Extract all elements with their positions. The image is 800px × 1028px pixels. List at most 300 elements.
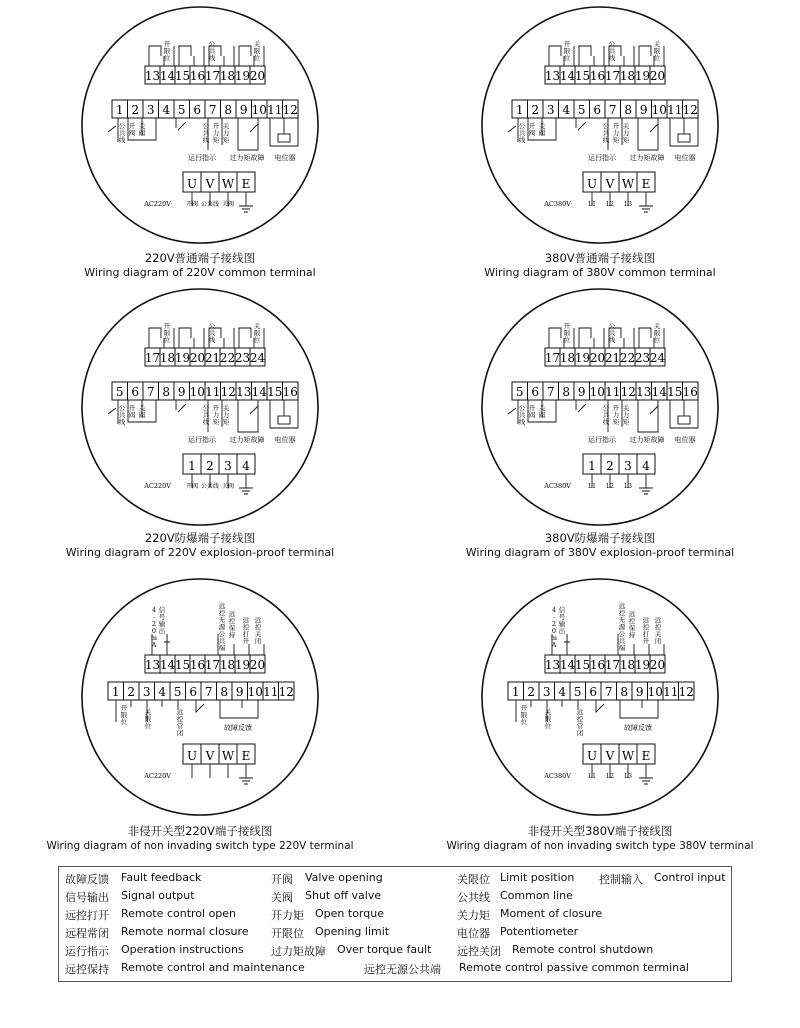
- potentiometer-symbol: [278, 134, 290, 142]
- bottom-terminal-number: 11: [605, 385, 621, 399]
- legend-en: Over torque fault: [337, 943, 432, 956]
- top-terminal-number: 13: [144, 69, 161, 83]
- bottom-terminal-number: 3: [542, 685, 551, 699]
- bottom-terminal-number: 7: [546, 385, 555, 399]
- legend-cn: 远控关闭: [457, 945, 501, 958]
- remote-label: 远控关闭: [654, 616, 662, 645]
- wiring-label: 开力矩: [612, 404, 620, 426]
- enclosure-circle: [482, 7, 718, 243]
- top-terminal-number: 19: [634, 69, 651, 83]
- top-terminal-number: 24: [249, 351, 266, 365]
- power-terminal-number: V: [605, 749, 615, 763]
- legend-table: [58, 866, 732, 982]
- power-terminal-number: 2: [206, 459, 214, 473]
- limit-switch-line: [549, 46, 574, 66]
- wiring-label: 公共线: [518, 404, 526, 426]
- bottom-terminal-number: 5: [573, 685, 582, 699]
- power-terminal-number: 3: [224, 459, 232, 473]
- wiring-label: 开阀: [128, 122, 136, 137]
- wiring-label: 关限位: [144, 708, 152, 730]
- top-terminal-number: 15: [574, 658, 591, 672]
- caption-en-380v-non-invading: Wiring diagram of non invading switch type 380V terminal: [446, 840, 754, 852]
- legend-en: Remote control open: [121, 907, 237, 920]
- top-terminal-number: 15: [174, 658, 191, 672]
- top-terminal-number: 18: [159, 351, 176, 365]
- bottom-terminal-number: 9: [235, 685, 244, 699]
- legend-en: Signal output: [121, 889, 195, 902]
- wiring-label: 开阀: [528, 404, 536, 419]
- wiring-label: 关力矩: [622, 122, 630, 144]
- wiring-label: 公共线: [118, 122, 126, 144]
- top-terminal-number: 17: [604, 69, 621, 83]
- bottom-terminal-number: 5: [515, 385, 524, 399]
- wiring-label: 公共线: [118, 404, 126, 426]
- legend-cn: 故障反馈: [65, 873, 109, 886]
- caption-cn-220v-explosion-proof: 220V防爆端子接线图: [144, 531, 256, 545]
- wiring-label: 公共线: [602, 404, 610, 426]
- legend-en: Moment of closure: [500, 907, 603, 920]
- power-label: L1: [588, 483, 596, 490]
- top-terminal-number: 15: [574, 69, 591, 83]
- power-label: L2: [606, 483, 614, 490]
- legend-cn: 关阀: [271, 891, 293, 904]
- indicator-label: 电位器: [274, 436, 296, 444]
- legend-cn: 信号输出: [65, 891, 109, 904]
- bottom-terminal-number: 6: [593, 103, 602, 117]
- bottom-terminal-number: 6: [193, 103, 202, 117]
- bottom-terminal-number: 12: [682, 103, 698, 117]
- power-terminal-number: 1: [188, 459, 196, 473]
- limit-switch-line: [149, 46, 174, 66]
- power-terminal-number: E: [641, 177, 651, 191]
- bottom-terminal-number: 7: [208, 103, 217, 117]
- bottom-terminal-number: 5: [115, 385, 124, 399]
- top-switch-label: 开限位: [163, 40, 171, 62]
- power-terminal-number: W: [221, 749, 235, 763]
- top-terminal-number: 17: [204, 658, 221, 672]
- signal-label: 信号输出: [158, 606, 166, 635]
- top-terminal-number: 22: [619, 351, 636, 365]
- power-label: AC380V: [544, 200, 571, 208]
- bottom-terminal-number: 1: [115, 103, 124, 117]
- wiring-diagram-220v-common: [0, 0, 400, 250]
- signal-label: 4 -2 0 m A: [550, 606, 558, 649]
- top-terminal-number: 19: [574, 351, 591, 365]
- wiring-label: 公共线: [202, 122, 210, 144]
- legend-cn: 电位器: [457, 927, 490, 940]
- wiring-label: 关阀: [538, 122, 546, 137]
- limit-switch-line: [549, 328, 574, 348]
- bottom-terminal-number: 2: [531, 103, 540, 117]
- remote-label: 远控无源公共端: [618, 602, 626, 652]
- caption-cn-380v-explosion-proof: 380V防爆端子接线图: [544, 531, 656, 545]
- top-terminal-number: 17: [604, 658, 621, 672]
- legend-cn: 过力矩故障: [271, 945, 326, 958]
- legend-en: Shut off valve: [305, 889, 382, 902]
- bottom-terminal-number: 10: [651, 103, 667, 117]
- top-terminal-number: 20: [189, 351, 206, 365]
- power-terminal-number: U: [186, 749, 198, 763]
- wiring-diagram-380v-common: [400, 0, 800, 250]
- bottom-terminal-number: 11: [267, 103, 283, 117]
- wiring-label: 开力矩: [212, 404, 220, 426]
- power-label: 关阀: [221, 483, 235, 490]
- bottom-terminal-number: 8: [624, 103, 633, 117]
- remote-label: 远控打开: [242, 616, 250, 645]
- power-label: AC220V: [144, 200, 171, 208]
- power-terminal-number: U: [186, 177, 198, 191]
- limit-switch-line: [639, 46, 664, 66]
- legend-cn: 关力矩: [457, 909, 490, 922]
- bottom-terminal-number: 4: [162, 103, 171, 117]
- top-terminal-number: 14: [559, 658, 576, 672]
- indicator-label: 过力矩故障: [229, 436, 265, 444]
- bottom-terminal-number: 10: [589, 385, 605, 399]
- bottom-terminal-number: 4: [562, 103, 571, 117]
- bottom-terminal-number: 5: [577, 103, 586, 117]
- top-terminal-number: 19: [234, 69, 251, 83]
- enclosure-circle: [482, 289, 718, 525]
- caption-en-380v-common: Wiring diagram of 380V common terminal: [484, 266, 716, 279]
- power-terminal-number: W: [621, 177, 635, 191]
- signal-label: 信号输出: [558, 606, 566, 635]
- top-switch-label: 公共线: [608, 322, 616, 344]
- limit-switch-line: [639, 328, 664, 348]
- legend-cn: 开阀: [271, 873, 293, 886]
- legend-en: Control input: [654, 871, 726, 884]
- legend-en: Operation instructions: [121, 943, 244, 956]
- indicator-label: 运行指示: [188, 154, 216, 162]
- wiring-label: 开限位: [520, 704, 528, 726]
- top-terminal-number: 19: [634, 658, 651, 672]
- power-terminal-number: 4: [242, 459, 250, 473]
- top-terminal-number: 18: [219, 658, 236, 672]
- bottom-terminal-number: 2: [527, 685, 536, 699]
- power-terminal-number: E: [641, 749, 651, 763]
- top-terminal-number: 20: [249, 69, 266, 83]
- power-terminal-number: E: [241, 177, 251, 191]
- bottom-terminal-number: 6: [189, 685, 198, 699]
- top-switch-label: 关限位: [253, 322, 261, 344]
- top-terminal-number: 19: [174, 351, 191, 365]
- top-switch-label: 关限位: [653, 40, 661, 62]
- wiring-label: 开阀: [528, 122, 536, 137]
- limit-switch-line: [579, 46, 604, 66]
- bottom-terminal-number: 7: [604, 685, 613, 699]
- bottom-terminal-number: 3: [546, 103, 555, 117]
- top-terminal-number: 14: [159, 658, 176, 672]
- indicator-label: 过力矩故障: [229, 154, 265, 162]
- legend-en: Opening limit: [315, 925, 390, 938]
- power-terminal-number: U: [586, 177, 598, 191]
- power-label: AC220V: [144, 772, 171, 780]
- wiring-label: 公共线: [518, 122, 526, 144]
- bottom-terminal-number: 8: [224, 103, 233, 117]
- top-terminal-number: 18: [619, 69, 636, 83]
- bottom-terminal-number: 14: [651, 385, 667, 399]
- top-terminal-number: 24: [649, 351, 666, 365]
- wiring-label: 远控常闭: [576, 708, 584, 737]
- top-terminal-number: 17: [144, 351, 161, 365]
- bottom-terminal-number: 10: [647, 685, 663, 699]
- legend-cn: 远控无源公共端: [364, 963, 441, 976]
- wiring-diagram-220v-explosion-proof: [0, 282, 400, 532]
- caption-cn-220v-non-invading: 非侵开关型220V端子接线图: [127, 824, 273, 838]
- top-terminal-number: 21: [204, 351, 221, 365]
- power-terminal-number: E: [241, 749, 251, 763]
- power-label: L3: [624, 773, 632, 780]
- top-terminal-number: 14: [159, 69, 176, 83]
- top-terminal-number: 20: [649, 69, 666, 83]
- wiring-label: 关阀: [538, 404, 546, 419]
- legend-cn: 控制输入: [599, 873, 643, 886]
- top-terminal-number: 16: [589, 658, 606, 672]
- top-terminal-number: 22: [219, 351, 236, 365]
- bottom-terminal-number: 11: [667, 103, 683, 117]
- bottom-terminal-number: 6: [531, 385, 540, 399]
- top-terminal-number: 18: [219, 69, 236, 83]
- caption-en-220v-common: Wiring diagram of 220V common terminal: [84, 266, 316, 279]
- caption-en-220v-non-invading: Wiring diagram of non invading switch type 220V terminal: [46, 840, 354, 852]
- bottom-terminal-number: 15: [267, 385, 283, 399]
- remote-label: 远控保持: [228, 610, 236, 639]
- power-label: L2: [606, 201, 614, 208]
- caption-en-220v-explosion-proof: Wiring diagram of 220V explosion-proof terminal: [65, 546, 335, 559]
- bottom-terminal-number: 10: [189, 385, 205, 399]
- bottom-terminal-number: 12: [678, 685, 694, 699]
- wiring-label: 开阀: [128, 404, 136, 419]
- bottom-terminal-number: 1: [515, 103, 524, 117]
- power-terminal-number: W: [621, 749, 635, 763]
- bottom-terminal-number: 2: [131, 103, 140, 117]
- top-terminal-number: 20: [649, 658, 666, 672]
- legend-en: Valve opening: [305, 871, 383, 884]
- wiring-label: 关力矩: [622, 404, 630, 426]
- legend-cn: 开限位: [271, 927, 304, 940]
- top-switch-label: 开限位: [163, 322, 171, 344]
- signal-label: 4 -2 0 m A: [150, 606, 158, 649]
- top-terminal-number: 14: [559, 69, 576, 83]
- legend-cn: 公共线: [457, 891, 490, 904]
- power-terminal-number: 1: [588, 459, 596, 473]
- caption-cn-220v-common: 220V普通端子接线图: [144, 251, 256, 265]
- bottom-terminal-number: 7: [204, 685, 213, 699]
- top-terminal-number: 13: [544, 658, 561, 672]
- bottom-terminal-number: 9: [639, 103, 648, 117]
- remote-label: 远控打开: [642, 616, 650, 645]
- top-switch-label: 开限位: [563, 40, 571, 62]
- wiring-label: 关限位: [544, 708, 552, 730]
- indicator-label: 运行指示: [588, 154, 616, 162]
- bottom-terminal-number: 1: [111, 685, 120, 699]
- limit-switch-line: [239, 328, 264, 348]
- power-terminal-number: V: [605, 177, 615, 191]
- bottom-terminal-number: 8: [562, 385, 571, 399]
- bottom-terminal-number: 6: [589, 685, 598, 699]
- legend-cn: 运行指示: [65, 945, 109, 958]
- bottom-terminal-number: 8: [162, 385, 171, 399]
- power-label: 公共线: [200, 201, 220, 208]
- bottom-terminal-number: 12: [282, 103, 298, 117]
- limit-switch-line: [179, 328, 204, 348]
- bottom-terminal-number: 12: [220, 385, 236, 399]
- indicator-label: 电位器: [674, 154, 696, 162]
- indicator-label: 过力矩故障: [629, 154, 665, 162]
- bottom-terminal-number: 3: [146, 103, 155, 117]
- power-label: AC380V: [544, 482, 571, 490]
- limit-switch-line: [179, 46, 204, 66]
- legend-en: Common line: [500, 889, 573, 902]
- top-terminal-number: 21: [604, 351, 621, 365]
- potentiometer-symbol: [278, 416, 290, 424]
- top-terminal-number: 16: [589, 69, 606, 83]
- top-terminal-number: 18: [619, 658, 636, 672]
- legend-cn: 远控保持: [65, 963, 109, 976]
- bottom-terminal-number: 4: [558, 685, 567, 699]
- indicator-label: 故障反馈: [624, 724, 652, 732]
- wiring-label: 开力矩: [612, 122, 620, 144]
- wiring-label: 开力矩: [212, 122, 220, 144]
- legend-cn: 远控打开: [65, 909, 109, 922]
- power-label: L3: [624, 201, 632, 208]
- limit-switch-line: [239, 46, 264, 66]
- bottom-terminal-number: 14: [251, 385, 267, 399]
- bottom-terminal-number: 3: [142, 685, 151, 699]
- wiring-label: 关阀: [138, 122, 146, 137]
- top-terminal-number: 17: [204, 69, 221, 83]
- wiring-label: 关阀: [138, 404, 146, 419]
- wiring-label: 关力矩: [222, 122, 230, 144]
- caption-cn-380v-non-invading: 非侵开关型380V端子接线图: [527, 824, 673, 838]
- indicator-label: 电位器: [674, 436, 696, 444]
- power-wires: [592, 192, 653, 212]
- bottom-terminal-number: 11: [263, 685, 279, 699]
- wiring-diagram-380v-explosion-proof: [400, 282, 800, 532]
- legend-en: Remote control shutdown: [512, 943, 654, 956]
- bottom-terminal-number: 7: [608, 103, 617, 117]
- top-terminal-number: 13: [544, 69, 561, 83]
- bottom-terminal-number: 12: [278, 685, 294, 699]
- top-terminal-number: 23: [634, 351, 651, 365]
- power-label: 开阀: [185, 201, 199, 208]
- top-terminal-number: 20: [249, 658, 266, 672]
- limit-switch-line: [579, 328, 604, 348]
- legend-cn: 远程常闭: [65, 927, 109, 940]
- wiring-label: 远控常闭: [176, 708, 184, 737]
- bottom-terminal-number: 12: [620, 385, 636, 399]
- wiring-diagram-380v-non-invading: [400, 572, 800, 822]
- legend-en: Fault feedback: [121, 871, 202, 884]
- power-terminal-number: 3: [624, 459, 632, 473]
- legend-en: Potentiometer: [500, 925, 579, 938]
- top-switch-label: 公共线: [208, 322, 216, 344]
- bottom-terminal-number: 11: [663, 685, 679, 699]
- legend-en: Open torque: [315, 907, 384, 920]
- top-switch-label: 关限位: [253, 40, 261, 62]
- power-wires: [592, 764, 653, 784]
- caption-en-380v-explosion-proof: Wiring diagram of 380V explosion-proof terminal: [465, 546, 735, 559]
- bottom-terminal-number: 15: [667, 385, 683, 399]
- legend-en: Remote control and maintenance: [121, 961, 305, 974]
- legend-en: Remote control passive common terminal: [459, 961, 689, 974]
- bottom-terminal-number: 11: [205, 385, 221, 399]
- bottom-terminal-number: 10: [251, 103, 267, 117]
- power-terminal-number: 2: [606, 459, 614, 473]
- legend-cn: 开力矩: [271, 909, 304, 922]
- wiring-diagram-220v-non-invading: [0, 572, 400, 822]
- bottom-terminal-number: 4: [158, 685, 167, 699]
- remote-label: 远控保持: [628, 610, 636, 639]
- caption-cn-380v-common: 380V普通端子接线图: [544, 251, 656, 265]
- top-terminal-number: 15: [174, 69, 191, 83]
- bottom-terminal-number: 16: [282, 385, 298, 399]
- power-terminal-number: W: [221, 177, 235, 191]
- bottom-terminal-number: 9: [635, 685, 644, 699]
- power-terminal-number: 4: [642, 459, 650, 473]
- power-terminal-number: U: [586, 749, 598, 763]
- bottom-terminal-number: 10: [247, 685, 263, 699]
- top-terminal-number: 16: [189, 69, 206, 83]
- indicator-label: 运行指示: [188, 436, 216, 444]
- top-switch-label: 开限位: [563, 322, 571, 344]
- indicator-label: 过力矩故障: [629, 436, 665, 444]
- power-label: AC380V: [544, 772, 571, 780]
- top-switch-label: 公共线: [208, 40, 216, 62]
- power-label: L3: [624, 483, 632, 490]
- wiring-label: 公共线: [602, 122, 610, 144]
- top-terminal-number: 17: [544, 351, 561, 365]
- bottom-terminal-number: 13: [636, 385, 652, 399]
- potentiometer-symbol: [678, 416, 690, 424]
- power-label: 公共线: [200, 483, 220, 490]
- wiring-lines: [116, 700, 258, 722]
- bottom-terminal-number: 6: [131, 385, 140, 399]
- bottom-terminal-number: 9: [577, 385, 586, 399]
- power-terminal-number: V: [205, 749, 215, 763]
- indicator-label: 电位器: [274, 154, 296, 162]
- power-terminal-number: V: [205, 177, 215, 191]
- legend-cn: 关限位: [457, 873, 490, 886]
- power-label: 关阀: [221, 201, 235, 208]
- top-terminal-number: 20: [589, 351, 606, 365]
- indicator-label: 运行指示: [588, 436, 616, 444]
- top-terminal-number: 13: [144, 658, 161, 672]
- bottom-terminal-number: 9: [239, 103, 248, 117]
- top-terminal-number: 18: [559, 351, 576, 365]
- potentiometer-symbol: [678, 134, 690, 142]
- top-terminal-number: 19: [234, 658, 251, 672]
- power-label: L1: [588, 773, 596, 780]
- remote-label: 远控关闭: [254, 616, 262, 645]
- top-terminal-number: 23: [234, 351, 251, 365]
- bottom-terminal-number: 5: [173, 685, 182, 699]
- power-label: L2: [606, 773, 614, 780]
- indicator-label: 故障反馈: [224, 724, 252, 732]
- legend-en: Remote normal closure: [121, 925, 249, 938]
- bottom-terminal-number: 16: [682, 385, 698, 399]
- bottom-terminal-number: 1: [511, 685, 520, 699]
- bottom-terminal-number: 7: [146, 385, 155, 399]
- power-label: L1: [588, 201, 596, 208]
- legend-en: Limit position: [500, 871, 575, 884]
- wiring-label: 开限位: [120, 704, 128, 726]
- power-wires: [592, 474, 653, 494]
- bottom-terminal-number: 8: [620, 685, 629, 699]
- bottom-terminal-number: 2: [127, 685, 136, 699]
- power-label: 开阀: [185, 483, 199, 490]
- wiring-label: 关力矩: [222, 404, 230, 426]
- remote-label: 远控无源公共端: [218, 602, 226, 652]
